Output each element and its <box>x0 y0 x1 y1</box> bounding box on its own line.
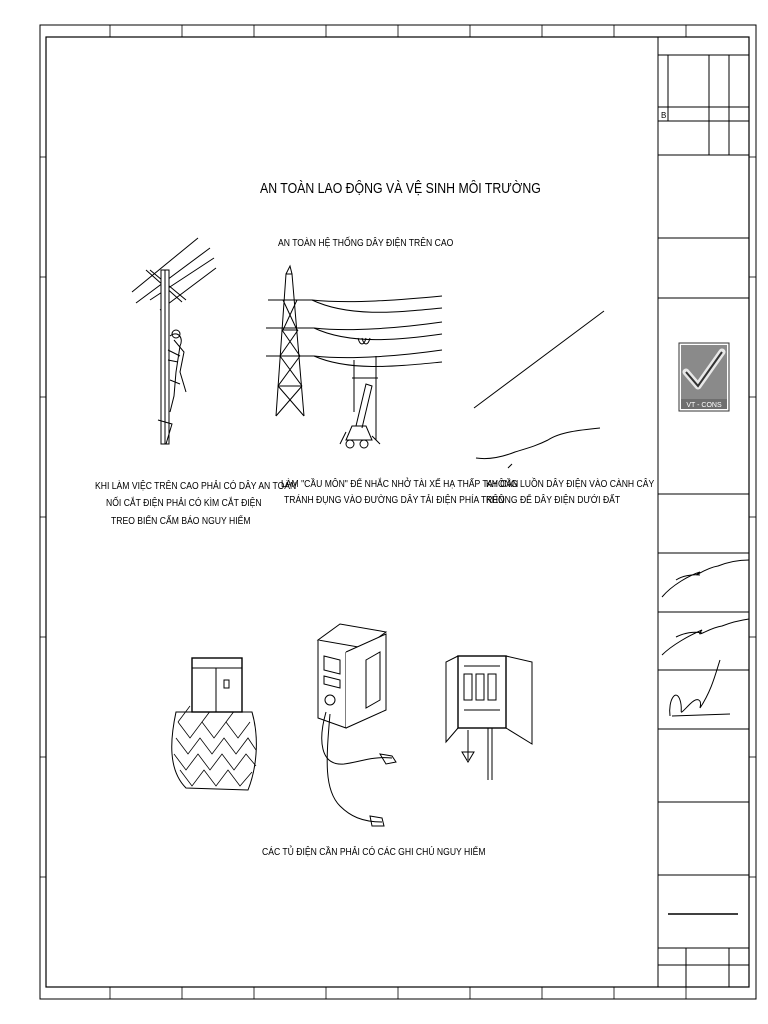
caption-crane-line-1: LÀM "CẦU MÔN" ĐỂ NHẮC NHỞ TÀI XẾ HẠ THẤP TAY CẦN <box>281 478 519 490</box>
title-block-row-mark: B <box>661 111 667 120</box>
signature-icon <box>662 560 749 716</box>
logo-text: VT - CONS <box>686 402 722 409</box>
caption-wires-line-1: KHÔNG LUỒN DÂY ĐIỆN VÀO CÀNH CÂY <box>486 478 655 490</box>
caption-wires-line-2: KHÔNG ĐỂ DÂY ĐIỆN DƯỚI ĐẤT <box>486 494 621 506</box>
cabinet-mesh-drawing <box>172 658 257 790</box>
switchbox-drawing <box>318 624 396 826</box>
caption-pole-worker-line-1: KHI LÀM VIỆC TRÊN CAO PHẢI CÓ DÂY AN TOÀN <box>95 480 297 492</box>
title-block <box>658 37 749 987</box>
tower-crane-drawing <box>266 266 442 448</box>
drawing-title: AN TOÀN LAO ĐỘNG VÀ VỆ SINH MÔI TRƯỜNG <box>260 180 541 197</box>
open-cabinet-drawing <box>446 656 532 780</box>
caption-crane-line-2: TRÁNH ĐỤNG VÀO ĐƯỜNG DÂY TẢI ĐIỆN PHÍA TRÊN <box>284 494 505 506</box>
pole-worker-drawing <box>132 238 216 444</box>
caption-pole-worker-line-3: TREO BIỂN CẤM BÁO NGUY HIỂM <box>111 515 251 527</box>
wires-drawing <box>474 311 604 468</box>
caption-pole-worker-line-2: NỐI CẮT ĐIỆN PHẢI CÓ KÌM CẮT ĐIỆN <box>106 497 262 509</box>
checkmark-logo-icon <box>679 343 729 411</box>
caption-cabinets: CÁC TỦ ĐIỆN CẦN PHẢI CÓ CÁC GHI CHÚ NGUY HIỂM <box>262 846 486 858</box>
drawing-subtitle: AN TOÀN HỆ THỐNG DÂY ĐIỆN TRÊN CAO <box>278 237 454 249</box>
